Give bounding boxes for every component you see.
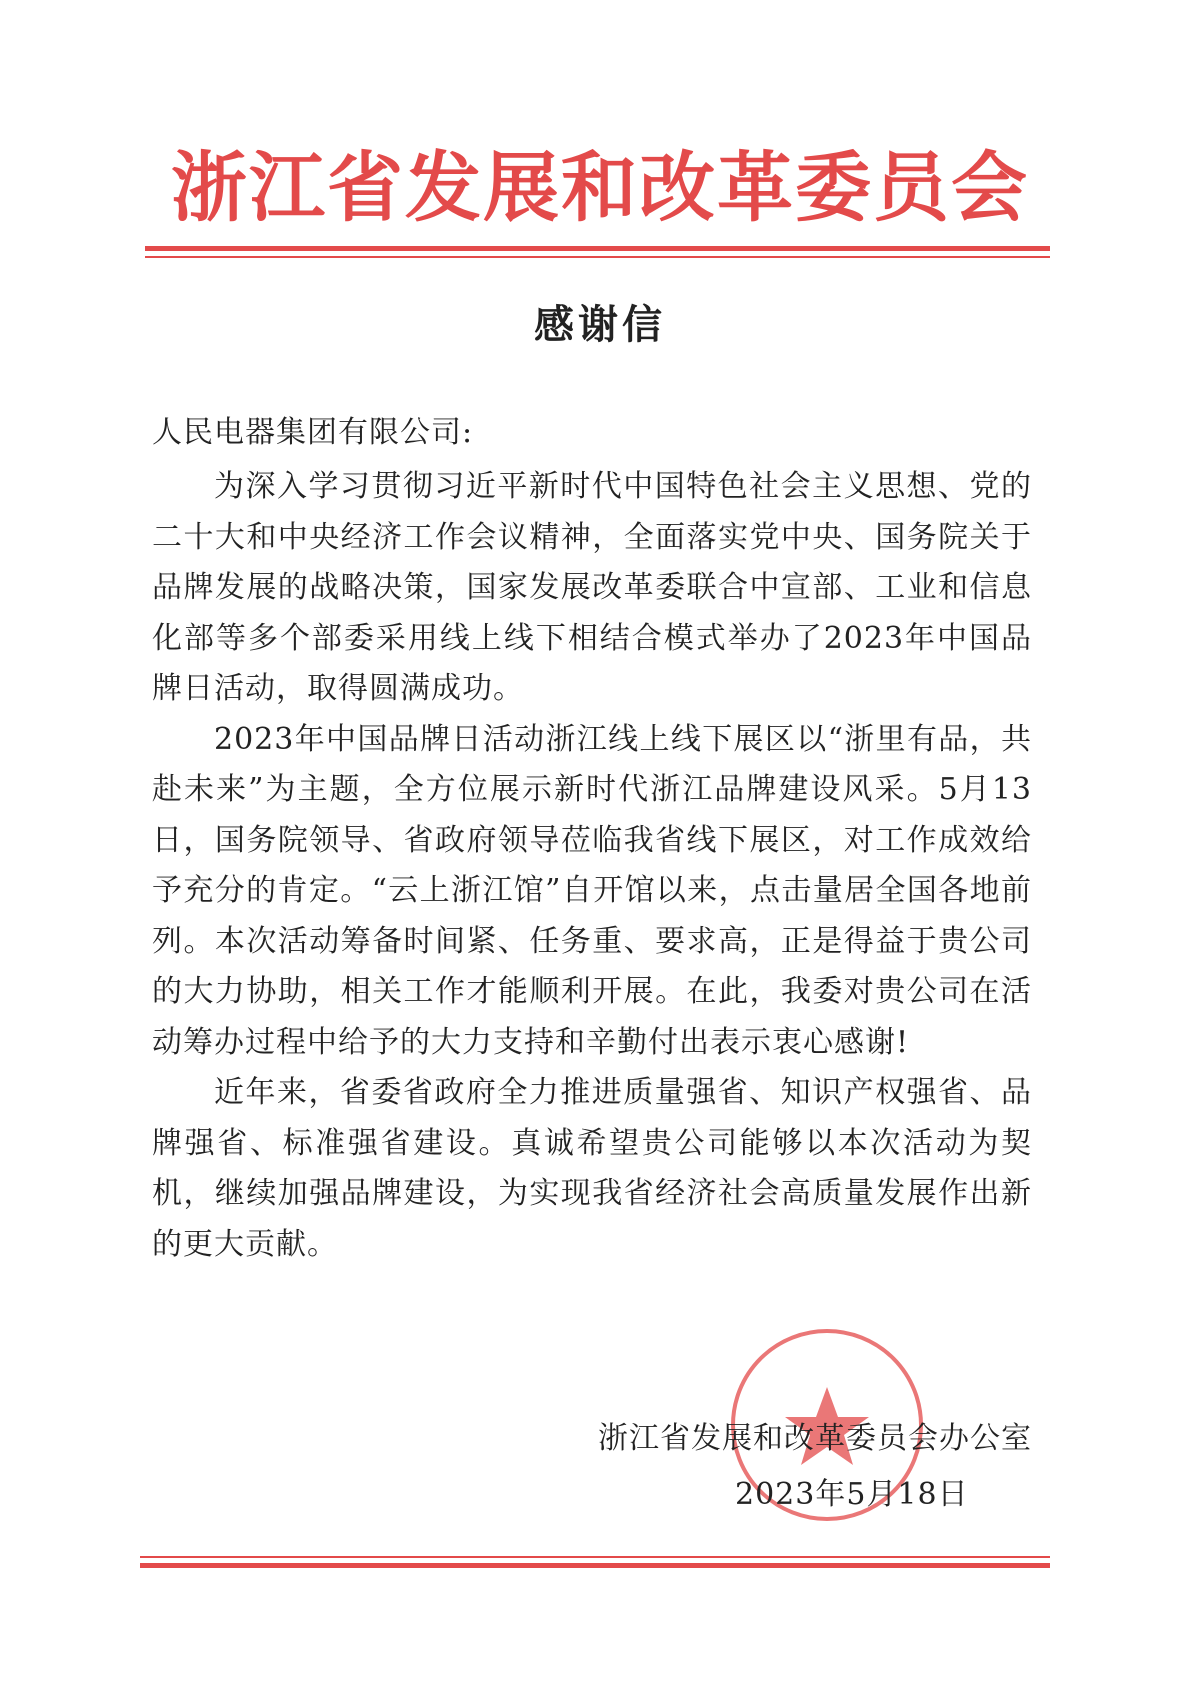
letterhead-title: 浙江省发展和改革委员会 — [171, 143, 1029, 232]
letter-body — [152, 462, 1032, 1270]
footer-divider — [140, 1556, 1050, 1568]
signature-issuer: 浙江省发展和改革委员会办公室 — [598, 1421, 1032, 1456]
body-paragraph-3: 近年来，省委省政府全力推进质量强省、知识产权强省、品牌强省、标准强省建设。真诚希望贵公司能够以本次活动为契机，继续加强品牌建设，为实现我省经济社会高质量发展作出新的更大贡献。 — [152, 1075, 1032, 1262]
signature-date: 2023年5月18日 — [735, 1477, 969, 1512]
body-paragraph-2: 2023年中国品牌日活动浙江线上线下展区以“浙里有品，共赴未来”为主题，全方位展示新时代浙江品牌建设风采。5月13日，国务院领导、省政府领导莅临我省线下展区，对工作成效给予充分的肯定。“云上浙江馆”自开馆以来，点击量居全国各地前列。本次活动筹备时间紧、任务重、要求高，正是得益于贵公司的大力协助，相关工作才能顺利开展。在此，我委对贵公司在活动筹办过程中给予的大力支持和辛勤付出表示衷心感谢! — [152, 721, 1032, 1060]
document-title: 感谢信 — [534, 301, 666, 348]
salutation: 人民电器集团有限公司: — [152, 415, 474, 450]
body-paragraph-1: 为深入学习贯彻习近平新时代中国特色社会主义思想、党的二十大和中央经济工作会议精神，全面落实党中央、国务院关于品牌发展的战略决策，国家发展改革委联合中宣部、工业和信息化部等多个部委采用线上线下相结合模式举办了2023年中国品牌日活动，取得圆满成功。 — [152, 469, 1032, 706]
letterhead-divider — [145, 246, 1050, 258]
